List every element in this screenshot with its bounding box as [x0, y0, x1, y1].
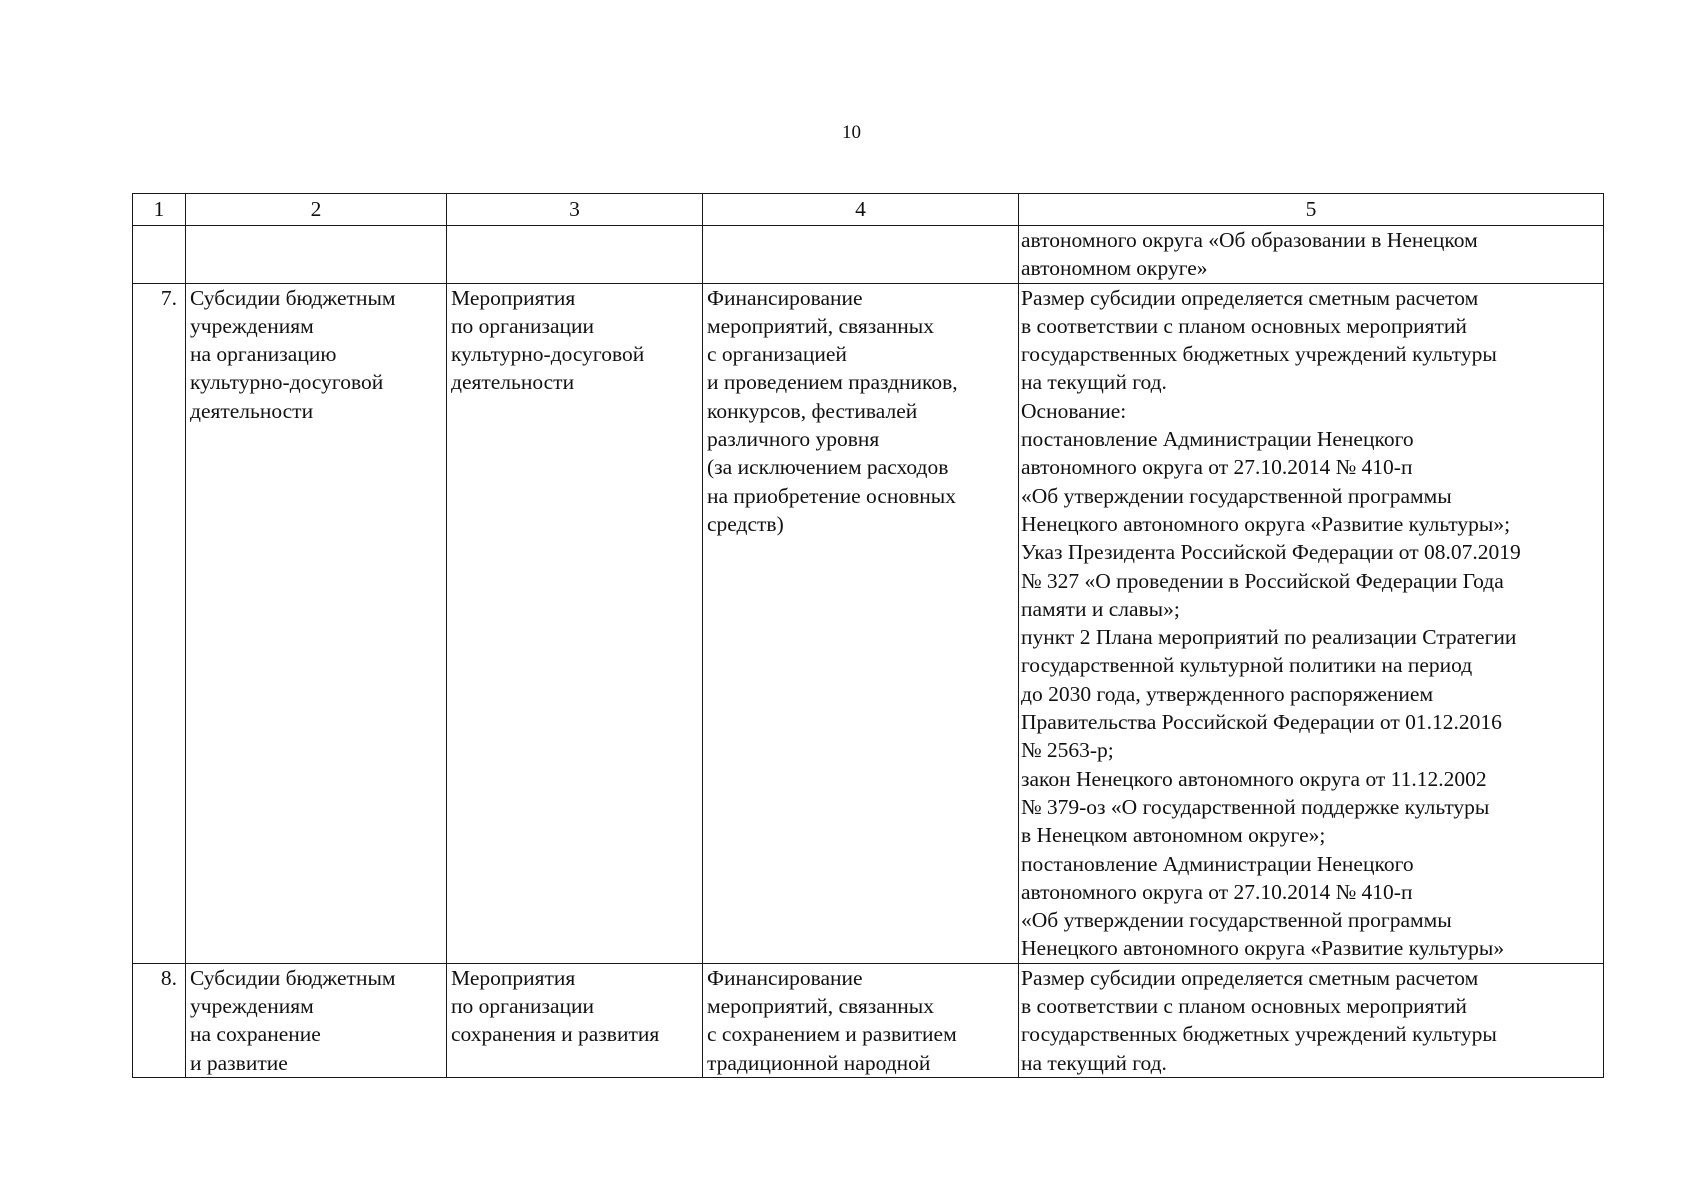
activity-cell: Мероприятия по организации сохранения и развития	[447, 963, 703, 1077]
column-header-1: 1	[133, 194, 186, 226]
financing-cell	[703, 226, 1019, 284]
row-number: 8.	[133, 963, 186, 1077]
basis-cell: автономного округа «Об образовании в Ненецком автономном округе»	[1019, 226, 1604, 284]
recipient-cell: Субсидии бюджетным учреждениям на сохранение и развитие	[186, 963, 447, 1077]
recipient-cell	[186, 226, 447, 284]
activity-cell	[447, 226, 703, 284]
table-row-7	[133, 283, 1604, 963]
financing-cell: Финансирование мероприятий, связанных с сохранением и развитием традиционной народной	[703, 963, 1019, 1077]
column-header-4: 4	[703, 194, 1019, 226]
recipient-cell: Субсидии бюджетным учреждениям на организацию культурно-досуговой деятельности	[186, 283, 447, 963]
financing-cell: Финансирование мероприятий, связанных с организацией и проведением праздников, конкурсов, фестивалей различного уровня (за исключением расходов на приобретение основных средств)	[703, 283, 1019, 963]
activity-cell: Мероприятия по организации культурно-досуговой деятельности	[447, 283, 703, 963]
page-number: 10	[842, 122, 861, 143]
column-header-5: 5	[1019, 194, 1604, 226]
basis-cell: Размер субсидии определяется сметным расчетом в соответствии с планом основных мероприятий государственных бюджетных учреждений культуры на текущий год.	[1019, 963, 1604, 1077]
table-row-8	[133, 963, 1604, 1077]
row-number	[133, 226, 186, 284]
column-header-3: 3	[447, 194, 703, 226]
basis-cell: Размер субсидии определяется сметным расчетом в соответствии с планом основных мероприятий государственных бюджетных учреждений культуры на текущий год. Основание: постановление Администрации Ненецкого автономного округа от 27.10.2014 № 410-п «Об утверждении государственной программы Ненецкого автономного округа «Развитие культуры»; Указ Президента Российской Федерации от 08.07.2019 № 327 «О проведении в Российской Федерации Года памяти и славы»; пункт 2 Плана мероприятий по реализации Стратегии государственной культурной политики на период до 2030 года, утвержденного распоряжением Правительства Российской Федерации от 01.12.2016 № 2563-р; закон Ненецкого автономного округа от 11.12.2002 № 379-оз «О государственной поддержке культуры в Ненецком автономном округе»; постановление Администрации Ненецкого автономного округа от 27.10.2014 № 410-п «Об утверждении государственной программы Ненецкого автономного округа «Развитие культуры»	[1019, 283, 1604, 963]
subsidy-table	[132, 193, 1604, 1078]
table-row-continuation	[133, 226, 1604, 284]
column-header-2: 2	[186, 194, 447, 226]
row-number: 7.	[133, 283, 186, 963]
table-header-row	[133, 194, 1604, 226]
